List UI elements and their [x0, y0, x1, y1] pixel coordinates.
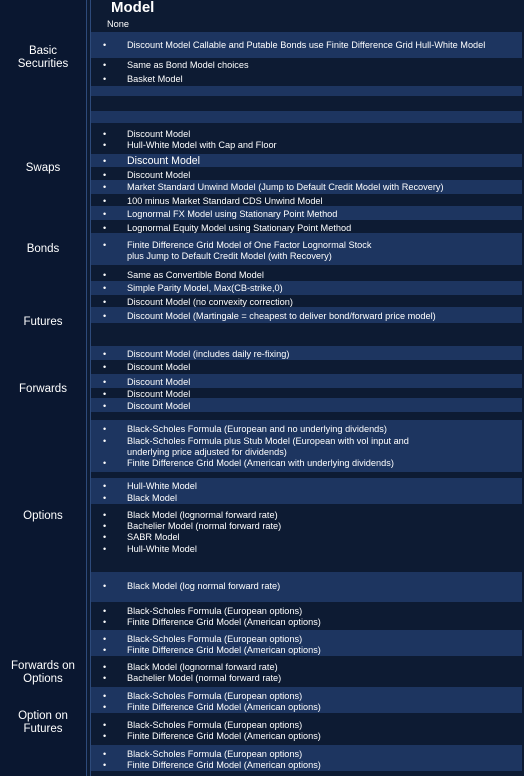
model-text: Bachelier Model (normal forward rate) [127, 521, 282, 531]
bullet: • [103, 581, 107, 591]
bullet: • [103, 209, 107, 219]
bullet: • [103, 645, 107, 655]
model-text: Discount Model [127, 377, 191, 387]
model-text: Black-Scholes Formula plus Stub Model (European with vol input and [127, 436, 409, 446]
bullet: • [103, 720, 107, 730]
model-text: Discount Model [127, 129, 191, 139]
model-text: Black Model (lognormal forward rate) [127, 662, 278, 672]
bullet: • [103, 662, 107, 672]
model-text: Black-Scholes Formula (European options) [127, 606, 303, 616]
row-band [91, 86, 522, 96]
model-text: Discount Model (includes daily re-fixing) [127, 349, 290, 359]
bullet: • [103, 702, 107, 712]
model-text: Bachelier Model (normal forward rate) [127, 673, 282, 683]
model-text: 100 minus Market Standard CDS Unwind Model [127, 196, 323, 206]
model-text: Basket Model [127, 74, 183, 84]
bullet: • [103, 362, 107, 372]
model-text: Discount Model (Martingale = cheapest to deliver bond/forward price model) [127, 311, 436, 321]
model-text: SABR Model [127, 532, 180, 542]
bullet: • [103, 731, 107, 741]
bullet: • [103, 691, 107, 701]
bullet: • [103, 377, 107, 387]
bullet: • [103, 436, 107, 446]
model-text: Hull-White Model [127, 481, 197, 491]
bullet: • [103, 74, 107, 84]
model-text: Discount Model [127, 401, 191, 411]
bullet: • [103, 510, 107, 520]
bullet: • [103, 182, 107, 192]
model-text: Finite Difference Grid Model (American options) [127, 702, 321, 712]
bullet: • [103, 749, 107, 759]
page-title: Model [111, 0, 155, 16]
bullet: • [103, 493, 107, 503]
category-option-on-futures: Option on Futures [18, 710, 68, 735]
bullet: • [103, 129, 107, 139]
bullet: • [103, 283, 107, 293]
bullet: • [103, 270, 107, 280]
model-text: Discount Model [127, 389, 191, 399]
category-swaps: Swaps [25, 161, 61, 174]
bullet: • [103, 223, 107, 233]
model-text: Black Model (log normal forward rate) [127, 581, 281, 591]
model-text: Market Standard Unwind Model (Jump to Default Credit Model with Recovery) [127, 182, 444, 192]
model-text: underlying price adjusted for dividends) [127, 447, 287, 457]
model-text: Discount Model [127, 170, 191, 180]
bullet: • [103, 240, 107, 250]
model-text: Finite Difference Grid Model (American options) [127, 645, 321, 655]
model-text: Same as Convertible Bond Model [127, 270, 264, 280]
model-text: Simple Parity Model, Max(CB-strike,0) [127, 283, 283, 293]
model-text: Black-Scholes Formula (European and no underlying dividends) [127, 424, 387, 434]
bullet: • [103, 297, 107, 307]
bullet: • [103, 760, 107, 770]
model-text: Finite Difference Grid Model of One Factor Lognormal Stock [127, 240, 372, 250]
bullet: • [103, 481, 107, 491]
none-label: None [107, 19, 129, 29]
bullet: • [103, 170, 107, 180]
bullet: • [103, 458, 107, 468]
model-text: Same as Bond Model choices [127, 60, 249, 70]
bullet: • [103, 40, 107, 50]
bullet: • [103, 532, 107, 542]
model-text: Discount Model Callable and Putable Bonds use Finite Difference Grid Hull-White Model [127, 40, 486, 50]
model-text: Finite Difference Grid Model (American options) [127, 731, 321, 741]
model-text: Black-Scholes Formula (European options) [127, 691, 303, 701]
bullet: • [103, 544, 107, 554]
bullet: • [103, 156, 107, 166]
model-text: Black-Scholes Formula (European options) [127, 749, 303, 759]
bullet: • [103, 617, 107, 627]
bullet: • [103, 349, 107, 359]
bullet: • [103, 311, 107, 321]
column-divider [86, 0, 87, 776]
row-band [91, 111, 522, 123]
category-basic-securities: Basic Securities [17, 45, 69, 70]
bullet: • [103, 196, 107, 206]
category-forwards: Forwards [19, 382, 67, 395]
category-futures: Futures [23, 315, 63, 328]
model-text: Finite Difference Grid Model (American with underlying dividends) [127, 458, 394, 468]
model-text: Finite Difference Grid Model (American options) [127, 760, 321, 770]
bullet: • [103, 60, 107, 70]
model-text: Black-Scholes Formula (European options) [127, 720, 303, 730]
category-forwards-on-options: Forwards on Options [11, 660, 75, 685]
model-text: Hull-White Model [127, 544, 197, 554]
model-text: Lognormal FX Model using Stationary Point Method [127, 209, 338, 219]
bullet: • [103, 606, 107, 616]
model-text: Black-Scholes Formula (European options) [127, 634, 303, 644]
model-text: Discount Model (no convexity correction) [127, 297, 293, 307]
model-text: Lognormal Equity Model using Stationary Point Method [127, 223, 352, 233]
model-text: Discount Model [127, 362, 191, 372]
model-text: Discount Model [127, 155, 201, 167]
bullet: • [103, 424, 107, 434]
bullet: • [103, 140, 107, 150]
bullet: • [103, 673, 107, 683]
model-text: Black Model (lognormal forward rate) [127, 510, 278, 520]
bullet: • [103, 401, 107, 411]
model-text: plus Jump to Default Credit Model (with Recovery) [127, 251, 332, 261]
category-bonds: Bonds [26, 242, 60, 255]
bullet: • [103, 634, 107, 644]
model-text: Black Model [127, 493, 178, 503]
category-options: Options [23, 509, 63, 522]
model-text: Hull-White Model with Cap and Floor [127, 140, 277, 150]
bullet: • [103, 389, 107, 399]
model-text: Finite Difference Grid Model (American options) [127, 617, 321, 627]
bullet: • [103, 521, 107, 531]
